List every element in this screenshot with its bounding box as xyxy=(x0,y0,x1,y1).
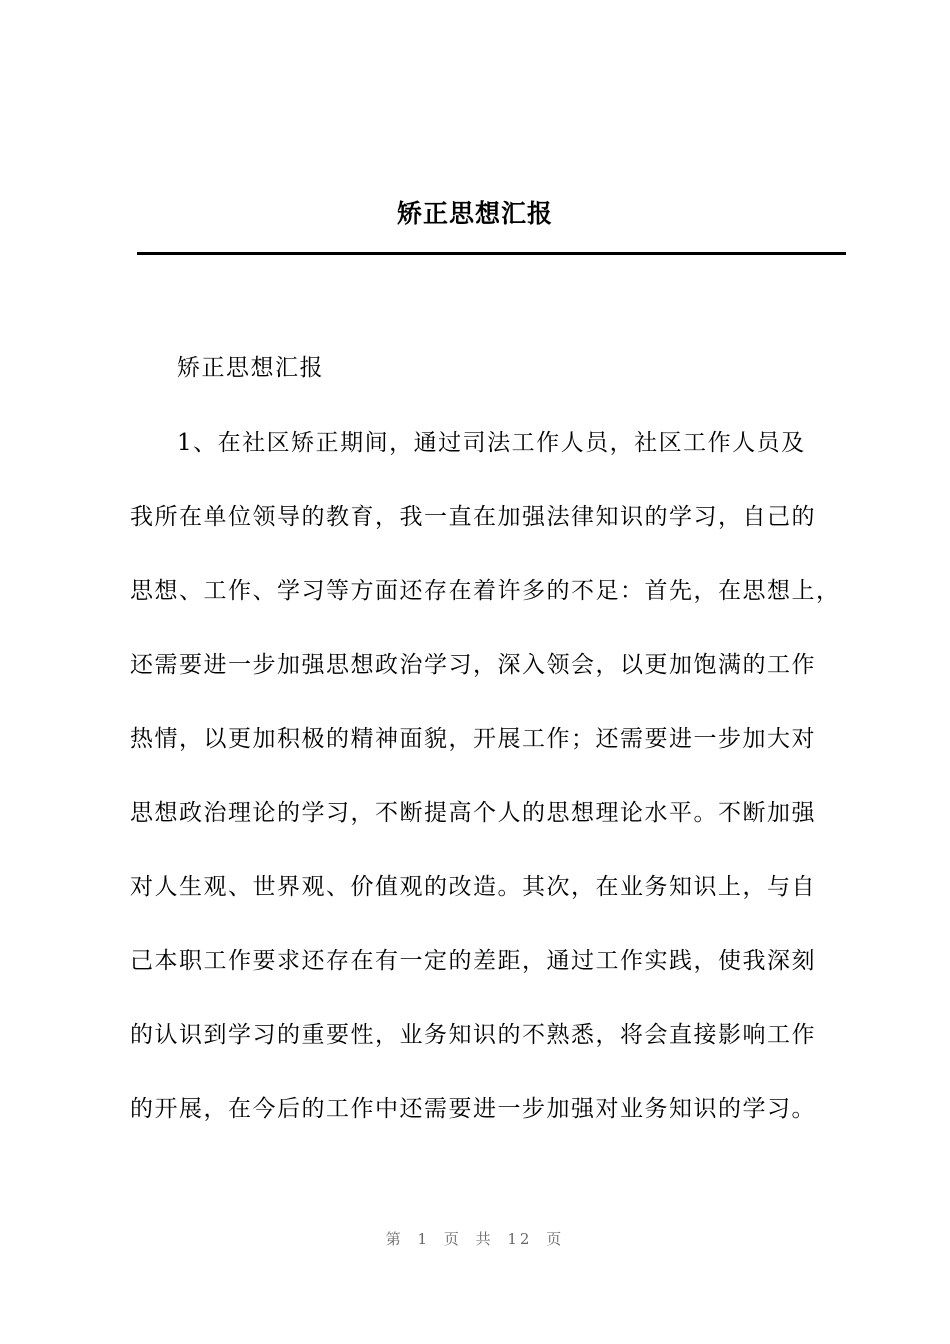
body-paragraph xyxy=(130,423,848,1163)
paragraph-line: 还需要进一步加强思想政治学习，深入领会，以更加饱满的工作 xyxy=(130,652,816,678)
paragraph-line: 热情，以更加积极的精神面貌，开展工作；还需要进一步加大对 xyxy=(130,726,816,752)
paragraph-line: 己本职工作要求还存在有一定的差距，通过工作实践，使我深刻 xyxy=(130,948,816,974)
title-underline xyxy=(137,252,846,255)
document-body xyxy=(130,348,848,1163)
body-heading: 矫正思想汇报 xyxy=(177,355,324,381)
page-number-footer: 第 1 页 共 12 页 xyxy=(385,1230,565,1248)
paragraph-line: 思想政治理论的学习，不断提高个人的思想理论水平。不断加强 xyxy=(130,800,816,826)
paragraph-line: 我所在单位领导的教育，我一直在加强法律知识的学习，自己的 xyxy=(130,504,816,530)
document-title: 矫正思想汇报 xyxy=(396,199,553,228)
paragraph-line: 1、在社区矫正期间，通过司法工作人员，社区工作人员及 xyxy=(177,430,806,456)
paragraph-line: 思想、工作、学习等方面还存在着许多的不足：首先，在思想上， xyxy=(130,578,841,604)
paragraph-line: 对人生观、世界观、价值观的改造。其次，在业务知识上，与自 xyxy=(130,874,816,900)
paragraph-line: 的认识到学习的重要性，业务知识的不熟悉，将会直接影响工作 xyxy=(130,1022,816,1048)
paragraph-line: 的开展，在今后的工作中还需要进一步加强对业务知识的学习。 xyxy=(130,1096,816,1122)
